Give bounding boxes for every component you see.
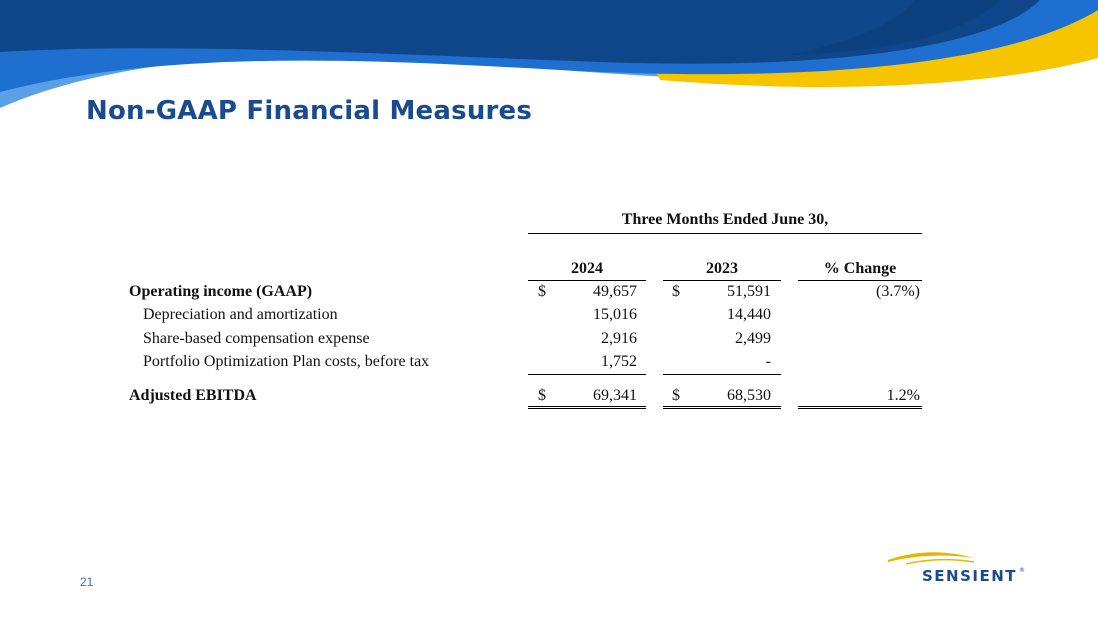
cell-adjusted-ebitda-change: 1.2% [886,387,920,404]
total-rule-2023-b [663,408,781,409]
row-label-adjusted-ebitda: Adjusted EBITDA [129,387,257,404]
subtotal-rule-2023 [663,374,781,375]
total-rule-2024-b [528,408,646,409]
row-label-depreciation: Depreciation and amortization [143,306,338,323]
currency-symbol: $ [538,283,546,300]
logo-text: SENSIENT [922,567,1018,585]
page-number: 21 [80,575,94,589]
row-label-share-based: Share-based compensation expense [143,330,370,347]
subtotal-rule-2024 [528,374,646,375]
cell-portfolio-optimization-2023: - [765,353,771,370]
cell-operating-income-change: (3.7%) [876,283,920,300]
total-rule-change-b [798,408,922,409]
column-header-2024: 2024 [528,260,646,281]
total-rule-2024-a [528,406,646,407]
cell-adjusted-ebitda-2024: 69,341 [593,387,637,404]
sensient-logo [886,548,1026,588]
column-header-2023: 2023 [663,260,781,281]
cell-operating-income-2023: 51,591 [727,283,771,300]
total-rule-2023-a [663,406,781,407]
currency-symbol: $ [672,283,680,300]
cell-operating-income-2024: 49,657 [593,283,637,300]
currency-symbol: $ [672,387,680,404]
cell-share-based-2024: 2,916 [601,330,637,347]
cell-share-based-2023: 2,499 [735,330,771,347]
cell-depreciation-2024: 15,016 [593,306,637,323]
header-banner [0,0,1098,110]
row-label-operating-income: Operating income (GAAP) [129,283,313,300]
cell-adjusted-ebitda-2023: 68,530 [727,387,771,404]
cell-depreciation-2023: 14,440 [727,306,771,323]
column-header-change: % Change [798,260,922,281]
cell-portfolio-optimization-2024: 1,752 [601,353,637,370]
slide-title: Non-GAAP Financial Measures [86,96,533,126]
logo-trademark: ® [1019,567,1025,574]
total-rule-change-a [798,406,922,407]
row-label-portfolio-optimization: Portfolio Optimization Plan costs, before tax [143,353,430,370]
currency-symbol: $ [538,387,546,404]
period-header: Three Months Ended June 30, [528,211,922,234]
